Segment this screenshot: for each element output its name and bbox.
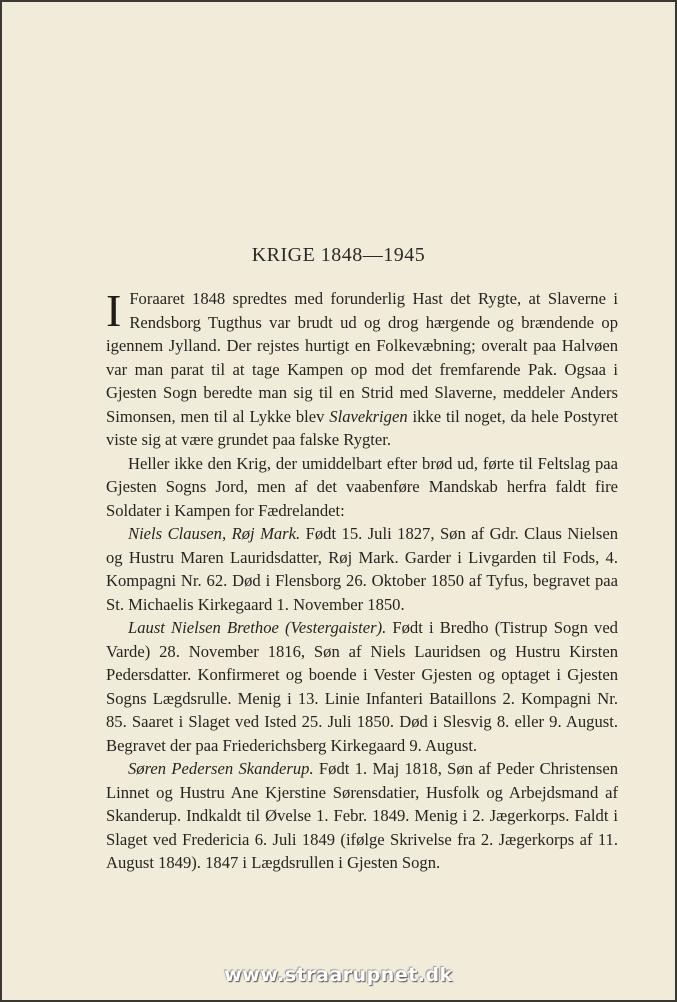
text-run: Født 15. Juli 1827, Søn af Gdr. Claus Nielsen og Hustru Maren Lauridsdatter, Røj Mark. Garder i Livgarden til Fods, 4. Kompagni Nr. 62. Død i Flensborg 26. Oktober 1850 af Tyfus, begravet paa St. Michaelis Kirkegaard 1. November 1850.	[106, 524, 619, 614]
text-run: ikke til noget, da hele Postyret viste sig at være grundet paa falske Rygter.	[106, 406, 618, 449]
text-run: Født i Bredho (Tistrup Sogn ved Varde) 28. November 1816, Søn af Niels Lauridsen og Hustru Kirsten Pedersdatter. Konfirmeret og boende i Vester Gjesten og optaget i Gjesten Sogns Lægdsrulle. Menig i 13. Linie Infanteri Bataillons 2. Kompagni Nr. 85. Saaret i Slaget ved Isted 25. Juli 1850. Død i Slesvig 8. eller 9. August. Begravet der paa Friederichsberg Kirkegaard 9. August.	[106, 618, 618, 755]
paragraph	[106, 287, 618, 452]
body-text	[106, 287, 618, 875]
text-run: Foraaret 1848 spredtes med forunderlig Hast det Rygte, at Slaverne i Rendsborg Tugthus var brudt ud og drog hærgende og brændende op igennem Jylland. Der rejstes hurtigt en Folkevæbning; overalt paa Halvøen var man parat til at tage Kampen op mod det fremfarende Pak. Ogsaa i Gjesten Sogn beredte man sig til en Strid med Slaverne, meddeler Anders Simonsen, men til al Lykke blev	[106, 289, 618, 426]
drop-cap: I	[106, 285, 122, 336]
italic-text: Søren Pedersen Skanderup.	[128, 759, 314, 778]
text-run: Heller ikke den Krig, der umiddelbart efter brød ud, førte til Feltslag paa Gjesten Sogns Jord, men af det vaabenføre Mandskab herfra faldt fire Soldater i Kampen for Fædrelandet:	[106, 453, 618, 520]
text-run: Født 1. Maj 1818, Søn af Peder Christensen Linnet og Hustru Ane Kjerstine Sørensdatier, Husfolk og Arbejdsmand af Skanderup. Indkaldt til Øvelse 1. Febr. 1849. Menig i 2. Jægerkorps. Faldt i Slaget ved Fredericia 6. Juli 1849 (ifølge Skrivelse fra 2. Jægerkorps af 11. August 1849). 1847 i Lægdsrullen i Gjesten Sogn.	[106, 759, 618, 872]
site-watermark: www.straarupnet.dk	[224, 964, 453, 986]
paragraph	[106, 757, 618, 875]
paragraph	[106, 452, 618, 523]
paragraph	[106, 522, 618, 616]
page-title: KRIGE 1848—1945	[251, 244, 426, 266]
italic-text: Slavekrigen	[329, 406, 408, 426]
italic-text: Laust Nielsen Brethoe (Vestergaister).	[128, 618, 387, 637]
italic-text: Niels Clausen, Røj Mark.	[128, 524, 301, 543]
paragraph	[106, 616, 618, 757]
